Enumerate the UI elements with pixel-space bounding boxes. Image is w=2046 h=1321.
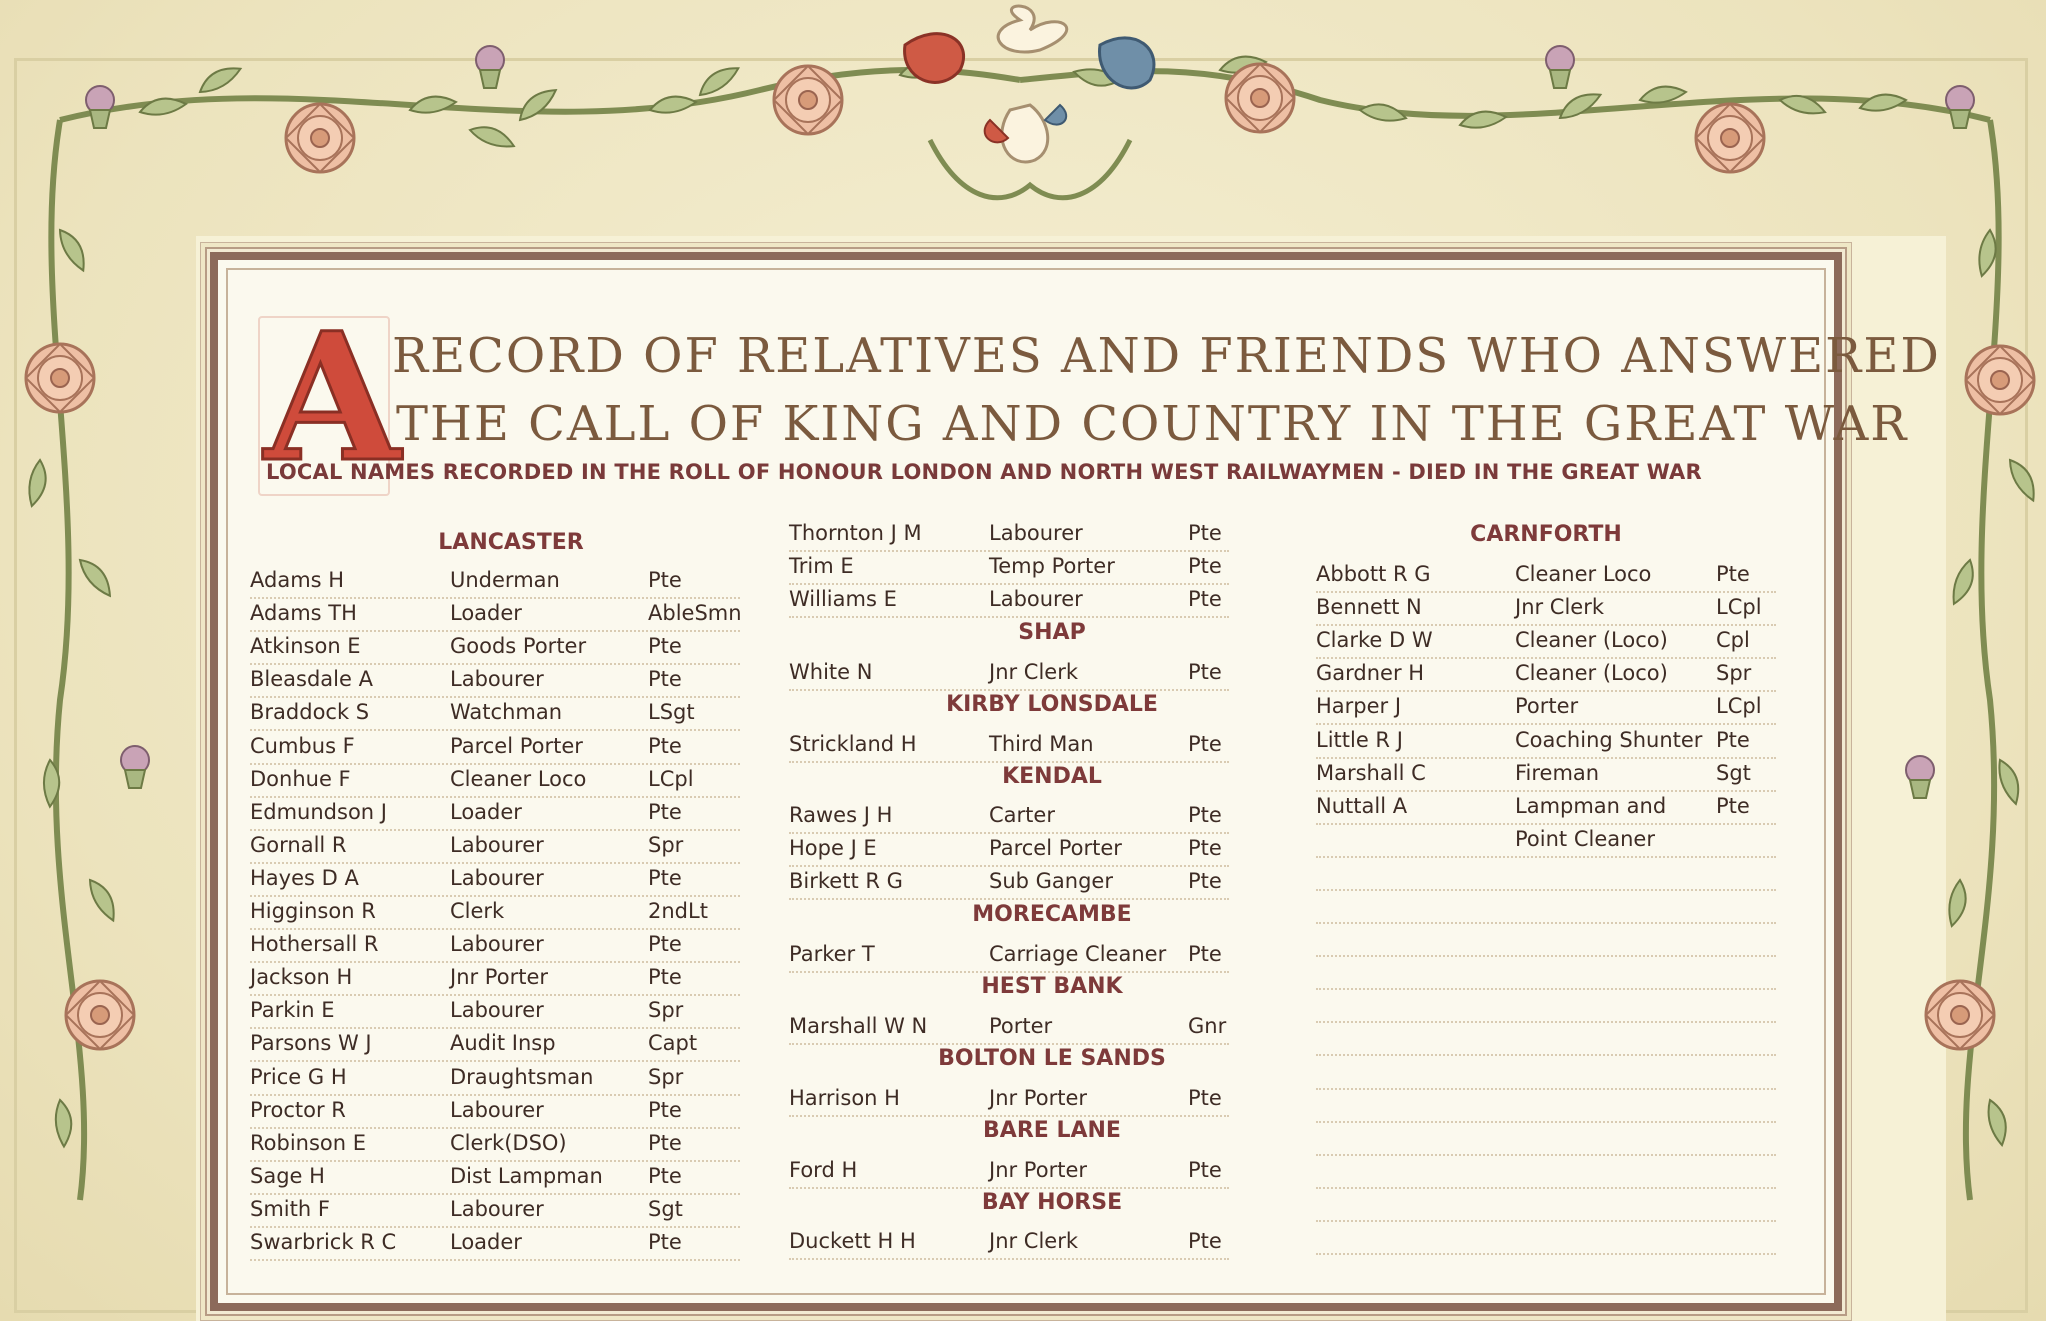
entry-occupation: Labourer (450, 998, 544, 1023)
entry-rank: Pte (1188, 554, 1222, 578)
entry-name: Higginson R (250, 899, 376, 923)
dotted-rule (250, 1060, 740, 1062)
entry-occupation: Goods Porter (450, 634, 587, 659)
entry-rank: Sgt (1716, 760, 1751, 785)
dotted-rule (250, 994, 740, 996)
entry-rank: Pte (1188, 660, 1222, 684)
entry-occupation: Loader (450, 799, 522, 824)
dotted-rule (789, 1115, 1229, 1117)
dotted-rule (789, 1043, 1229, 1045)
title-line-1: RECORD OF RELATIVES AND FRIENDS WHO ANSWERED (392, 328, 1941, 384)
entry-name: Harper J (1316, 694, 1402, 719)
entry-name: Marshall C (1316, 760, 1426, 785)
entry-name: Trim E (789, 554, 854, 578)
entry-occupation: Labourer (450, 1196, 544, 1221)
entry-occupation: Cleaner Loco (1515, 562, 1652, 586)
dotted-rule (1316, 723, 1776, 725)
entry-name: Proctor R (250, 1097, 346, 1122)
dotted-rule (789, 1187, 1229, 1189)
entry-name: Nuttall A (1316, 793, 1408, 818)
dotted-rule (250, 796, 740, 798)
entry-rank: Spr (648, 998, 684, 1023)
entry-rank: Sgt (648, 1196, 683, 1221)
dotted-rule (1316, 856, 1776, 858)
entry-occupation: Jnr Porter (989, 1086, 1087, 1110)
dotted-rule (1316, 889, 1776, 891)
dotted-rule (250, 630, 740, 632)
entry-rank: Pte (648, 865, 682, 890)
entry-rank: Pte (1188, 1158, 1222, 1182)
section-heading-carnforth: CARNFORTH (1470, 522, 1622, 547)
dotted-rule (1316, 823, 1776, 825)
dotted-rule (1316, 757, 1776, 759)
section-heading-hest-bank: HEST BANK (981, 974, 1123, 999)
entry-name: Parker T (789, 942, 875, 966)
dotted-rule (789, 616, 1229, 618)
dotted-rule (250, 961, 740, 963)
entry-occupation: Jnr Clerk (1515, 595, 1605, 620)
dotted-rule (789, 1258, 1229, 1260)
entry-name: Harrison H (789, 1086, 900, 1110)
dotted-rule (789, 689, 1229, 691)
entry-rank: Pte (1188, 587, 1222, 611)
entry-rank: Spr (1716, 661, 1752, 686)
dotted-rule (1316, 690, 1776, 692)
dotted-rule (1316, 591, 1776, 593)
dotted-rule (250, 1027, 740, 1029)
entry-rank: Pte (1188, 521, 1222, 545)
dotted-rule (1316, 624, 1776, 626)
entry-occupation: Carriage Cleaner (989, 942, 1167, 966)
entry-occupation: Labourer (450, 932, 544, 957)
dotted-rule (789, 761, 1229, 763)
entry-occupation: Coaching Shunter (1515, 727, 1703, 752)
entry-rank: LSgt (648, 700, 695, 725)
entry-name: Jackson H (250, 965, 353, 990)
entry-occupation: Labourer (450, 1097, 544, 1122)
entry-name: Williams E (789, 587, 897, 611)
entry-name: Clarke D W (1316, 628, 1433, 653)
entry-occupation: Jnr Clerk (989, 1229, 1079, 1253)
entry-occupation: Lampman and (1515, 793, 1667, 818)
entry-name: Birkett R G (789, 869, 903, 893)
entry-occupation: Sub Ganger (989, 869, 1113, 893)
entry-name: Smith F (250, 1196, 330, 1221)
entry-occupation: Labourer (450, 667, 544, 692)
entry-rank: Pte (648, 634, 682, 659)
entry-name: Edmundson J (250, 799, 387, 824)
entry-name: Gardner H (1316, 661, 1425, 686)
section-heading-kirby-lonsdale: KIRBY LONSDALE (946, 692, 1158, 717)
entry-occupation: Third Man (989, 732, 1094, 756)
entry-name: Sage H (250, 1163, 325, 1188)
dotted-rule (250, 663, 740, 665)
entry-rank: Pte (648, 965, 682, 990)
entry-occupation: Labourer (450, 865, 544, 890)
entry-rank: Pte (1188, 1229, 1222, 1253)
entry-occupation: Parcel Porter (450, 733, 583, 758)
entry-name: Braddock S (250, 700, 370, 725)
entry-name: White N (789, 660, 873, 684)
section-heading-lancaster: LANCASTER (438, 530, 584, 555)
dotted-rule (1316, 1220, 1776, 1222)
entry-rank: 2ndLt (648, 899, 708, 923)
entry-rank: Spr (648, 832, 684, 857)
entry-occupation: Cleaner (Loco) (1515, 661, 1668, 686)
entry-name: Thornton J M (789, 521, 922, 545)
entry-rank: Pte (1716, 562, 1750, 586)
dotted-rule (250, 696, 740, 698)
dotted-rule (1316, 955, 1776, 957)
entry-name: Ford H (789, 1158, 858, 1182)
entry-occupation: Labourer (450, 832, 544, 857)
entry-rank: Pte (1188, 836, 1222, 860)
entry-name: Donhue F (250, 766, 351, 791)
entry-name: Marshall W N (789, 1014, 928, 1038)
entry-rank: LCpl (1716, 595, 1762, 620)
section-heading-bolton-le-sands: BOLTON LE SANDS (938, 1046, 1166, 1071)
entry-occupation: Porter (989, 1014, 1053, 1038)
entry-occupation: Fireman (1515, 760, 1600, 785)
entry-rank: Pte (648, 1130, 682, 1155)
entry-name: Parkin E (250, 998, 335, 1023)
dotted-rule (789, 971, 1229, 973)
entry-name: Price G H (250, 1064, 347, 1089)
section-heading-bay-horse: BAY HORSE (981, 1190, 1123, 1215)
entry-occupation: Dist Lampman (450, 1163, 603, 1188)
dotted-rule (1316, 1088, 1776, 1090)
entry-rank: LCpl (648, 766, 694, 791)
entry-occupation: Parcel Porter (989, 836, 1122, 860)
dotted-rule (1316, 1253, 1776, 1255)
entry-occupation: Porter (1515, 694, 1579, 719)
entry-rank: Pte (648, 1097, 682, 1122)
entry-rank: Pte (1188, 732, 1222, 756)
title-line-2: THE CALL OF KING AND COUNTRY IN THE GREAT WAR (396, 396, 1909, 452)
entry-occupation: Labourer (989, 587, 1083, 611)
entry-name: Atkinson E (250, 634, 361, 659)
entry-rank: LCpl (1716, 694, 1762, 719)
entry-name: Strickland H (789, 732, 917, 756)
entry-occupation: Point Cleaner (1515, 826, 1655, 851)
entry-name: Hayes D A (250, 865, 359, 890)
entry-name: Abbott R G (1316, 562, 1431, 586)
entry-occupation: Draughtsman (450, 1064, 594, 1089)
dotted-rule (250, 1127, 740, 1129)
entry-rank: Pte (648, 932, 682, 957)
dotted-rule (1316, 1187, 1776, 1189)
entry-name: Adams H (250, 568, 345, 592)
dotted-rule (250, 1226, 740, 1228)
dotted-rule (789, 550, 1229, 552)
entry-name: Bleasdale A (250, 667, 373, 692)
dotted-rule (250, 895, 740, 897)
dotted-rule (250, 1094, 740, 1096)
entry-occupation: Audit Insp (450, 1031, 556, 1056)
entry-occupation: Loader (450, 1230, 522, 1254)
dotted-rule (250, 1193, 740, 1195)
entry-occupation: Cleaner Loco (450, 766, 587, 791)
entry-rank: Spr (648, 1064, 684, 1089)
drop-cap: A (264, 294, 401, 501)
entry-name: Adams TH (250, 601, 357, 626)
entry-rank: Pte (648, 733, 682, 758)
entry-name: Robinson E (250, 1130, 367, 1155)
entry-rank: Gnr (1188, 1014, 1227, 1038)
entry-name: Parsons W J (250, 1031, 372, 1056)
entry-occupation: Jnr Clerk (989, 660, 1079, 684)
entry-occupation: Clerk(DSO) (450, 1130, 567, 1155)
entry-rank: Pte (1188, 803, 1222, 827)
entry-rank: Pte (648, 799, 682, 824)
entry-rank: Pte (648, 568, 682, 592)
entry-rank: Capt (648, 1031, 698, 1056)
entry-name: Hope J E (789, 836, 877, 860)
dotted-rule (789, 583, 1229, 585)
dotted-rule (250, 763, 740, 765)
entry-name: Rawes J H (789, 803, 893, 827)
entry-name: Duckett H H (789, 1229, 916, 1253)
section-heading-shap: SHAP (1018, 620, 1086, 645)
dotted-rule (250, 1259, 740, 1261)
entry-rank: Cpl (1716, 628, 1750, 653)
dotted-rule (789, 898, 1229, 900)
entry-name: Cumbus F (250, 733, 355, 758)
entry-occupation: Cleaner (Loco) (1515, 628, 1668, 653)
dotted-rule (1316, 988, 1776, 990)
entry-occupation: Temp Porter (989, 554, 1115, 578)
section-heading-kendal: KENDAL (1002, 764, 1102, 789)
section-heading-bare-lane: BARE LANE (983, 1118, 1121, 1143)
entry-rank: Pte (648, 667, 682, 692)
dotted-rule (250, 1160, 740, 1162)
dotted-rule (1316, 790, 1776, 792)
dotted-rule (1316, 657, 1776, 659)
entry-rank: Pte (648, 1163, 682, 1188)
entry-rank: Pte (1716, 727, 1750, 752)
section-heading-morecambe: MORECAMBE (972, 902, 1132, 927)
entry-rank: Pte (1188, 1086, 1222, 1110)
entry-occupation: Clerk (450, 899, 505, 923)
dotted-rule (1316, 922, 1776, 924)
entry-occupation: Carter (989, 803, 1055, 827)
dotted-rule (1316, 1054, 1776, 1056)
entry-name: Hothersall R (250, 932, 379, 957)
entry-occupation: Jnr Porter (450, 965, 548, 990)
entry-rank: Pte (1188, 869, 1222, 893)
entry-name: Little R J (1316, 727, 1403, 752)
entry-name: Swarbrick R C (250, 1230, 397, 1254)
entry-name: Bennett N (1316, 595, 1422, 620)
dotted-rule (789, 832, 1229, 834)
entry-occupation: Watchman (450, 700, 563, 725)
subtitle: LOCAL NAMES RECORDED IN THE ROLL OF HONOUR LONDON AND NORTH WEST RAILWAYMEN - DIED IN THE GREAT WAR (266, 460, 1702, 484)
dotted-rule (250, 829, 740, 831)
dotted-rule (250, 597, 740, 599)
entry-occupation: Loader (450, 601, 522, 626)
entry-rank: Pte (1188, 942, 1222, 966)
dotted-rule (250, 862, 740, 864)
entry-occupation: Jnr Porter (989, 1158, 1087, 1182)
entry-occupation: Labourer (989, 521, 1083, 545)
entry-occupation: Underman (450, 568, 560, 592)
entry-name: Gornall R (250, 832, 347, 857)
entry-rank: AbleSmn (648, 601, 742, 626)
dotted-rule (1316, 1021, 1776, 1023)
dotted-rule (250, 729, 740, 731)
dotted-rule (1316, 1154, 1776, 1156)
dotted-rule (250, 928, 740, 930)
dotted-rule (789, 865, 1229, 867)
entry-rank: Pte (648, 1230, 682, 1254)
dotted-rule (1316, 1121, 1776, 1123)
entry-rank: Pte (1716, 793, 1750, 818)
